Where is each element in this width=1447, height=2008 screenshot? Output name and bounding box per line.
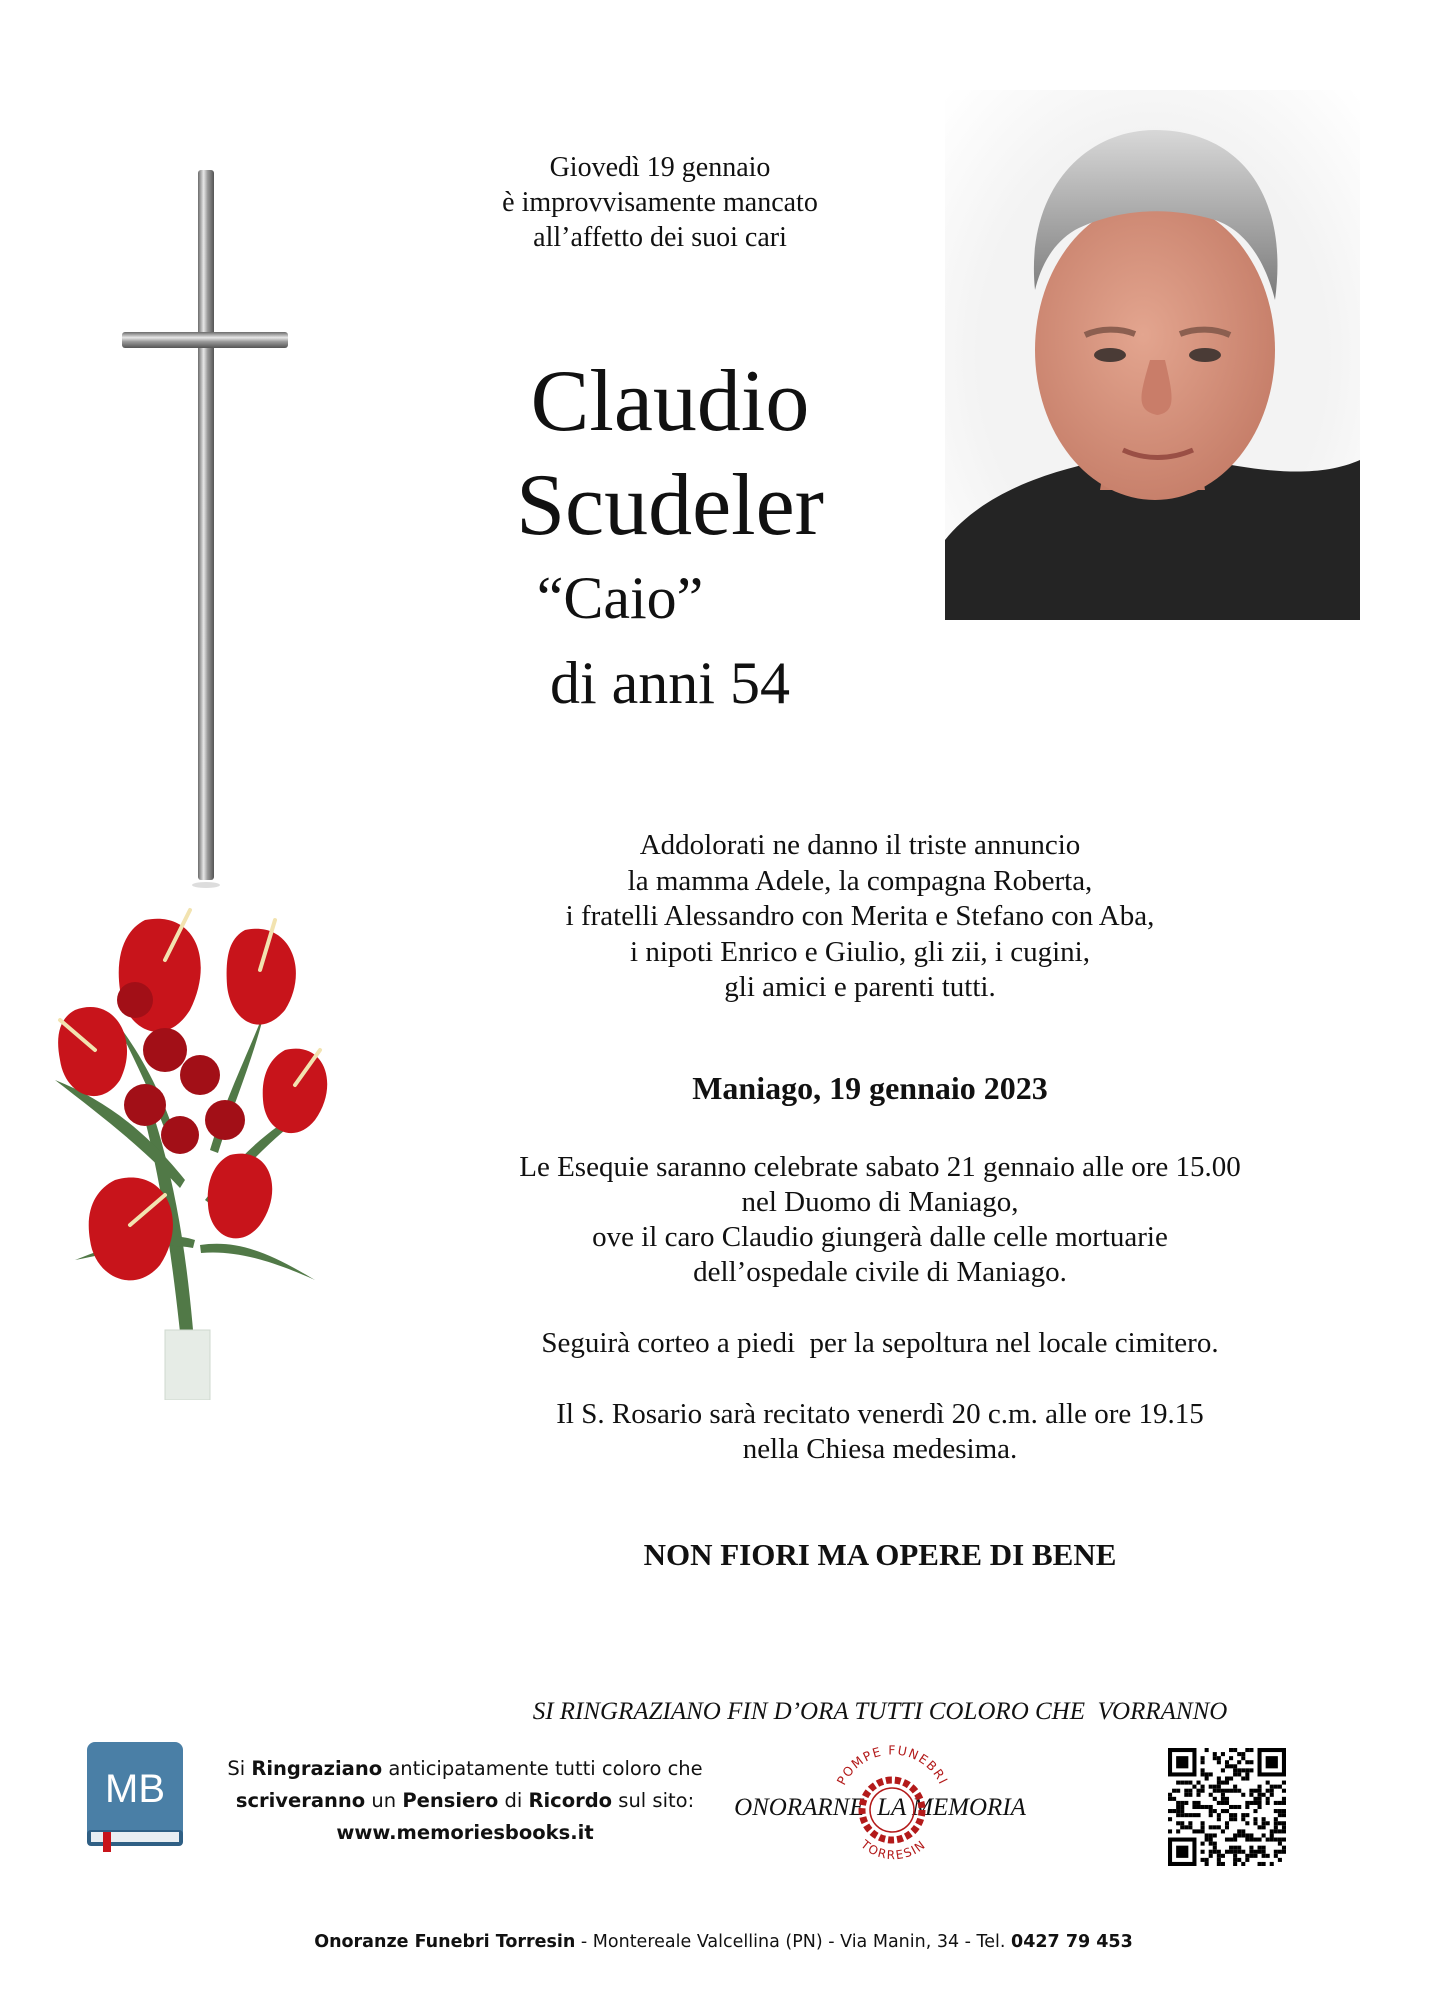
funeral-home-name: Onoranze Funebri Torresin: [314, 1932, 576, 1952]
flower-bouquet-image: [15, 900, 365, 1400]
no-flowers-notice: NON FIORI MA OPERE DI BENE: [643, 1537, 1117, 1572]
intro-line: è improvvisamente mancato: [502, 187, 818, 218]
announcement-line: la mamma Adele, la compagna Roberta,: [627, 864, 1093, 897]
announcement-line: i fratelli Alessandro con Merita e Stefano con Aba,: [565, 900, 1155, 932]
mb-text-fragment: un: [365, 1789, 403, 1812]
announcement-line: gli amici e parenti tutti.: [724, 971, 996, 1003]
funeral-info: [440, 1150, 1320, 1290]
age: di anni 54: [550, 650, 790, 716]
seal-top-text: POMPE FUNEBRI: [833, 1742, 952, 1788]
funeral-line: Le Esequie saranno celebrate sabato 21 gennaio alle ore 15.00: [519, 1151, 1241, 1183]
mb-line-2: [210, 1785, 720, 1817]
announcement-line: Addolorati ne danno il triste annuncio: [639, 829, 1081, 861]
mb-text-fragment: Si: [227, 1757, 252, 1780]
cross-icon: [118, 170, 293, 890]
rosary-line: Il S. Rosario sarà recitato venerdì 20 c.m. alle ore 19.15: [556, 1398, 1204, 1430]
funeral-line: ove il caro Claudio giungerà dalle celle mortuarie: [592, 1221, 1168, 1253]
mb-text-bold: scriveranno: [235, 1789, 366, 1812]
announcement-line: i nipoti Enrico e Giulio, gli zii, i cugini,: [630, 935, 1090, 968]
intro-text: [470, 150, 850, 255]
funeral-home-footer: [200, 1932, 1247, 1952]
funeral-home-address: - Montereale Valcellina (PN) - Via Manin, 34 - Tel.: [575, 1932, 1012, 1952]
qr-code-icon[interactable]: [1168, 1748, 1286, 1866]
last-name: Scudeler: [516, 457, 824, 554]
deceased-name: [420, 350, 920, 558]
funeral-home-phone[interactable]: 0427 79 453: [1011, 1932, 1133, 1952]
memoriesbooks-logo-icon: [85, 1740, 185, 1854]
thanks-line: ONORARNE LA MEMORIA: [734, 1794, 1026, 1821]
first-name: Claudio: [530, 353, 810, 450]
mb-text-bold: Pensiero: [402, 1789, 499, 1812]
seal-bottom-text: TORRESIN: [858, 1837, 929, 1863]
mb-line-3[interactable]: [210, 1817, 720, 1849]
thanks-line: SI RINGRAZIANO FIN D’ORA TUTTI COLORO CHE VORRANNO: [532, 1698, 1228, 1725]
mb-text-fragment: anticipatamente tutti coloro che: [382, 1757, 703, 1780]
mb-text-fragment: di: [498, 1789, 529, 1812]
mb-text-fragment: sul sito:: [612, 1789, 695, 1812]
mb-line-1: [210, 1753, 720, 1785]
place-date: Maniago, 19 gennaio 2023: [692, 1070, 1048, 1106]
svg-text:POMPE FUNEBRI: [834, 1742, 952, 1787]
pompe-funebri-torresin-seal-icon: [825, 1735, 960, 1875]
mb-text-bold: Ricordo: [528, 1789, 613, 1812]
rosary-line: nella Chiesa medesima.: [742, 1433, 1018, 1465]
deceased-portrait-photo: [945, 90, 1360, 620]
funeral-line: nel Duomo di Maniago,: [741, 1186, 1019, 1218]
intro-line: Giovedì 19 gennaio: [549, 152, 771, 183]
funeral-line: dell’ospedale civile di Maniago.: [693, 1256, 1067, 1288]
announcement-text: [500, 828, 1220, 1006]
mb-text-bold: Ringraziano: [251, 1757, 383, 1780]
procession-info: Seguirà corteo a piedi per la sepoltura nel locale cimitero.: [541, 1327, 1219, 1359]
intro-line: all’affetto dei suoi cari: [533, 222, 787, 253]
nickname: “Caio”: [536, 565, 704, 631]
memoriesbooks-url-link[interactable]: www.memoriesbooks.it: [336, 1821, 594, 1844]
rosary-info: [440, 1397, 1320, 1467]
memoriesbooks-text: [210, 1753, 720, 1849]
mb-logo-text: MB: [105, 1767, 165, 1811]
